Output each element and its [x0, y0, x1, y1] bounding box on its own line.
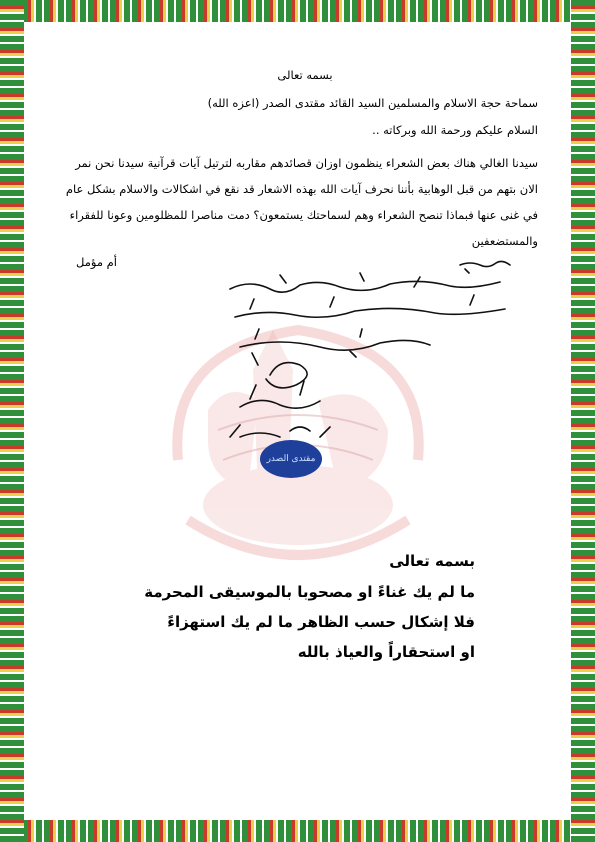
letter-body-line: في غنى عنها فبماذا تنصح الشعراء وهم لسماحتك يستمعون؟ دمت مناصرا للمظلومين وعونا للفقراء [69, 208, 538, 222]
decorative-border-bottom [0, 820, 595, 842]
decorative-border-right [571, 0, 595, 842]
letter-addressee: سماحة حجة الاسلام والمسلمين السيد القائد مقتدى الصدر (اعزه الله) [207, 96, 538, 110]
decorative-border-top [0, 0, 595, 22]
letter-body [41, 150, 538, 254]
reply-heading: بسمه تعالى [389, 552, 475, 570]
reply-line: ما لم يك غناءً او مصحوبا بالموسيقى المحرمة [144, 583, 475, 601]
letter-body-line: سيدنا الغالي هناك بعض الشعراء ينظمون اوزان قصائدهم مقاربه لترتيل آيات قرآنية سيدنا نحن نمر [75, 156, 538, 170]
decorative-border-left [0, 0, 24, 842]
letter-bismillah: بسمه تعالى [277, 68, 333, 82]
reply-line: فلا إشكال حسب الظاهر ما لم يك استهزاءً [167, 613, 475, 631]
letter-body-line: والمستضعفين [471, 234, 538, 248]
handwritten-reply [210, 255, 540, 475]
official-seal [260, 440, 322, 478]
letter-signoff: أم مؤمل [76, 255, 117, 269]
seal-text: مقتدى الصدر [266, 454, 316, 464]
letter-greeting: السلام عليكم ورحمة الله وبركاته .. [372, 123, 538, 137]
reply-line: او استحقاراً والعياذ بالله [297, 643, 475, 661]
letter-body-line: الان بتهم من قبل الوهابية بأننا نحرف آيات الله بهذه الاشعار قد نقع في اشكالات والاسلام بشكل عام [65, 182, 538, 196]
